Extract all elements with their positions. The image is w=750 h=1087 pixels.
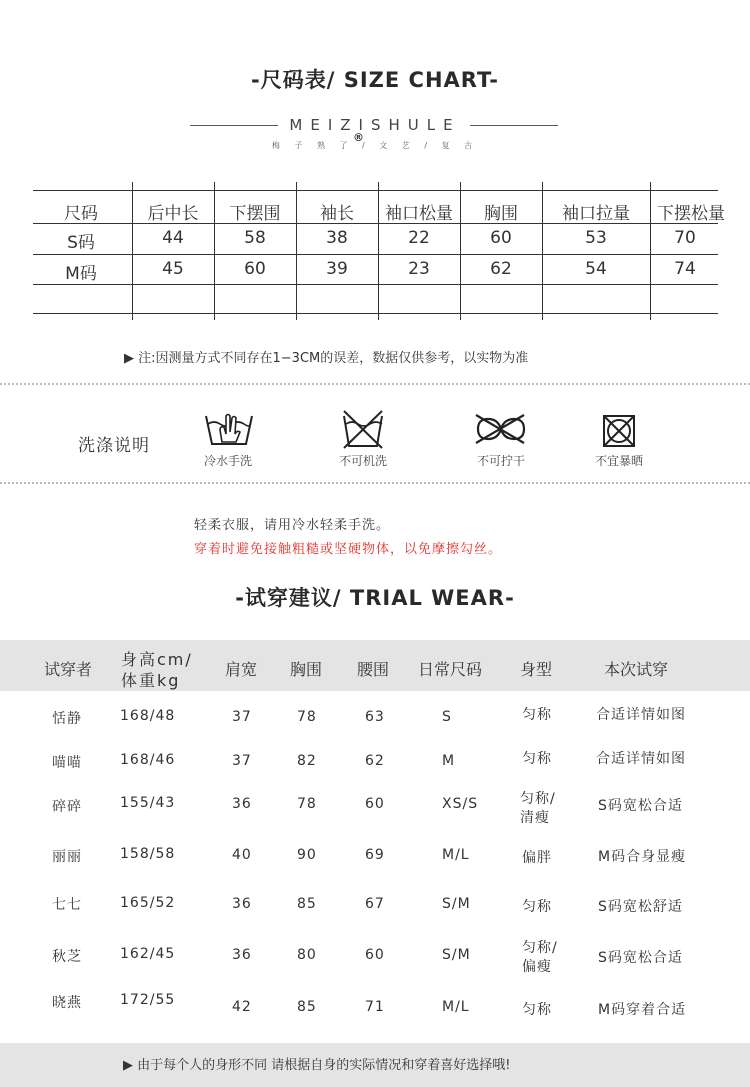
trial-height-weight: 158/58	[120, 846, 176, 862]
trial-shoulder: 36	[232, 796, 252, 812]
size-cell: S码	[67, 233, 95, 253]
trial-body-type: 清瘦	[520, 810, 550, 826]
size-cell: 23	[408, 259, 430, 279]
trial-usual-size: XS/S	[442, 796, 479, 812]
trial-waist: 67	[365, 896, 385, 912]
hand-wash-label: 冷水手洗	[203, 454, 252, 468]
size-cell: 70	[674, 228, 696, 248]
size-cell: 60	[490, 228, 512, 248]
trial-shoulder: 37	[232, 753, 252, 769]
care-instruction: 轻柔衣服，请用冷水轻柔手洗。	[194, 518, 391, 533]
trial-header-person: 试穿者	[44, 660, 93, 679]
trial-person: 晓燕	[52, 995, 82, 1011]
trial-waist: 62	[365, 753, 385, 769]
size-header-cuff: 袖口松量	[385, 204, 453, 224]
trial-header-body-type: 身型	[520, 660, 553, 679]
size-cell: 38	[326, 228, 348, 248]
size-header-size: 尺码	[64, 204, 98, 224]
trial-header-this-try: 本次试穿	[604, 660, 669, 679]
no-tumble-dry-label: 不宜暴晒	[594, 454, 643, 468]
trial-waist: 60	[365, 796, 385, 812]
trial-person: 碎碎	[52, 799, 82, 815]
trial-result: S码宽松舒适	[598, 899, 683, 915]
size-cell: 60	[244, 259, 266, 279]
trial-usual-size: M/L	[442, 847, 470, 863]
trial-chest: 78	[297, 796, 317, 812]
trial-usual-size: S/M	[442, 947, 471, 963]
brand-name: MEIZISHULE	[289, 116, 461, 134]
trial-height-weight: 165/52	[120, 895, 176, 911]
trial-shoulder: 36	[232, 947, 252, 963]
trial-body-type: 匀称/	[522, 940, 558, 956]
size-table-rule	[33, 313, 718, 314]
no-wring-label: 不可拧干	[476, 454, 525, 468]
registered-mark: ®	[353, 131, 364, 144]
size-cell: 58	[244, 228, 266, 248]
size-header-hem-ease: 下摆松量	[657, 204, 725, 224]
trial-header-shoulder: 肩宽	[225, 660, 258, 679]
size-disclaimer: ▶ 注:因测量方式不同存在1−3CM的误差，数据仅供参考，以实物为准	[124, 351, 529, 366]
trial-chest: 82	[297, 753, 317, 769]
size-table-rule	[33, 284, 718, 285]
trial-chest: 80	[297, 947, 317, 963]
trial-body-type: 偏瘦	[522, 959, 552, 975]
size-cell: 22	[408, 228, 430, 248]
trial-header-waist: 腰围	[357, 660, 390, 679]
trial-usual-size: M	[442, 753, 456, 769]
trial-result: S码宽松合适	[598, 950, 683, 966]
dotted-divider	[0, 383, 750, 385]
trial-person: 丽丽	[52, 849, 82, 865]
trial-shoulder: 40	[232, 847, 252, 863]
size-cell: 53	[585, 228, 607, 248]
trial-person: 秋芝	[52, 949, 82, 965]
size-header-hem: 下摆围	[229, 204, 281, 224]
trial-usual-size: M/L	[442, 999, 470, 1015]
trial-chest: 90	[297, 847, 317, 863]
trial-person: 七七	[52, 897, 82, 913]
size-header-chest: 胸围	[484, 204, 518, 224]
trial-waist: 60	[365, 947, 385, 963]
trial-header-weight: 体重kg	[121, 671, 181, 690]
trial-header-height: 身高cm/	[121, 650, 193, 669]
trial-chest: 78	[297, 709, 317, 725]
trial-result: 合适详情如图	[596, 751, 686, 767]
size-cell: 54	[585, 259, 607, 279]
size-header-back-length: 后中长	[147, 204, 199, 224]
hand-wash-icon	[204, 410, 254, 452]
trial-body-type: 匀称	[522, 707, 552, 723]
trial-body-type: 匀称/	[520, 791, 556, 807]
trial-header-usual-size: 日常尺码	[418, 660, 483, 679]
no-machine-wash-icon	[341, 408, 385, 454]
size-table-rule	[33, 254, 718, 255]
trial-body-type: 匀称	[522, 899, 552, 915]
no-machine-wash-label: 不可机洗	[338, 454, 387, 468]
brand-subtitle: 梅 子 熟 了 / 文 艺 / 复 古	[271, 141, 479, 150]
trial-person: 恬静	[52, 711, 82, 727]
size-header-cuff-stretch: 袖口拉量	[562, 204, 630, 224]
trial-usual-size: S	[442, 709, 452, 725]
no-wring-icon	[472, 413, 530, 449]
trial-height-weight: 168/46	[120, 752, 176, 768]
trial-height-weight: 155/43	[120, 795, 176, 811]
trial-height-weight: 162/45	[120, 946, 176, 962]
size-cell: 74	[674, 259, 696, 279]
trial-body-type: 匀称	[522, 751, 552, 767]
trial-waist: 71	[365, 999, 385, 1015]
trial-height-weight: 168/48	[120, 708, 176, 724]
washing-title: 洗涤说明	[78, 436, 150, 456]
trial-result: S码宽松合适	[598, 798, 683, 814]
trial-shoulder: 37	[232, 709, 252, 725]
trial-shoulder: 36	[232, 896, 252, 912]
trial-chest: 85	[297, 999, 317, 1015]
trial-shoulder: 42	[232, 999, 252, 1015]
trial-chest: 85	[297, 896, 317, 912]
trial-body-type: 偏胖	[522, 850, 552, 866]
trial-result: M码合身显瘦	[598, 849, 687, 865]
trial-body-type: 匀称	[522, 1002, 552, 1018]
size-cell: 39	[326, 259, 348, 279]
trial-wear-title: -试穿建议/ TRIAL WEAR-	[235, 586, 515, 610]
trial-waist: 63	[365, 709, 385, 725]
size-cell: 45	[162, 259, 184, 279]
trial-person: 喵喵	[52, 755, 82, 771]
size-chart-title: -尺码表/ SIZE CHART-	[251, 68, 499, 92]
no-tumble-dry-icon	[602, 414, 636, 452]
size-header-sleeve: 袖长	[320, 204, 354, 224]
trial-waist: 69	[365, 847, 385, 863]
trial-usual-size: S/M	[442, 896, 471, 912]
trial-result: M码穿着合适	[598, 1002, 687, 1018]
size-cell: 44	[162, 228, 184, 248]
trial-height-weight: 172/55	[120, 992, 176, 1008]
size-cell: M码	[65, 264, 97, 284]
size-cell: 62	[490, 259, 512, 279]
trial-header-chest: 胸围	[290, 660, 323, 679]
care-warning: 穿着时避免接触粗糙或坚硬物体，以免摩擦勾丝。	[194, 542, 503, 557]
trial-result: 合适详情如图	[596, 707, 686, 723]
dotted-divider	[0, 482, 750, 484]
footer-note: ▶ 由于每个人的身形不同 请根据自身的实际情况和穿着喜好选择哦!	[123, 1058, 511, 1073]
size-table-rule	[33, 190, 718, 191]
